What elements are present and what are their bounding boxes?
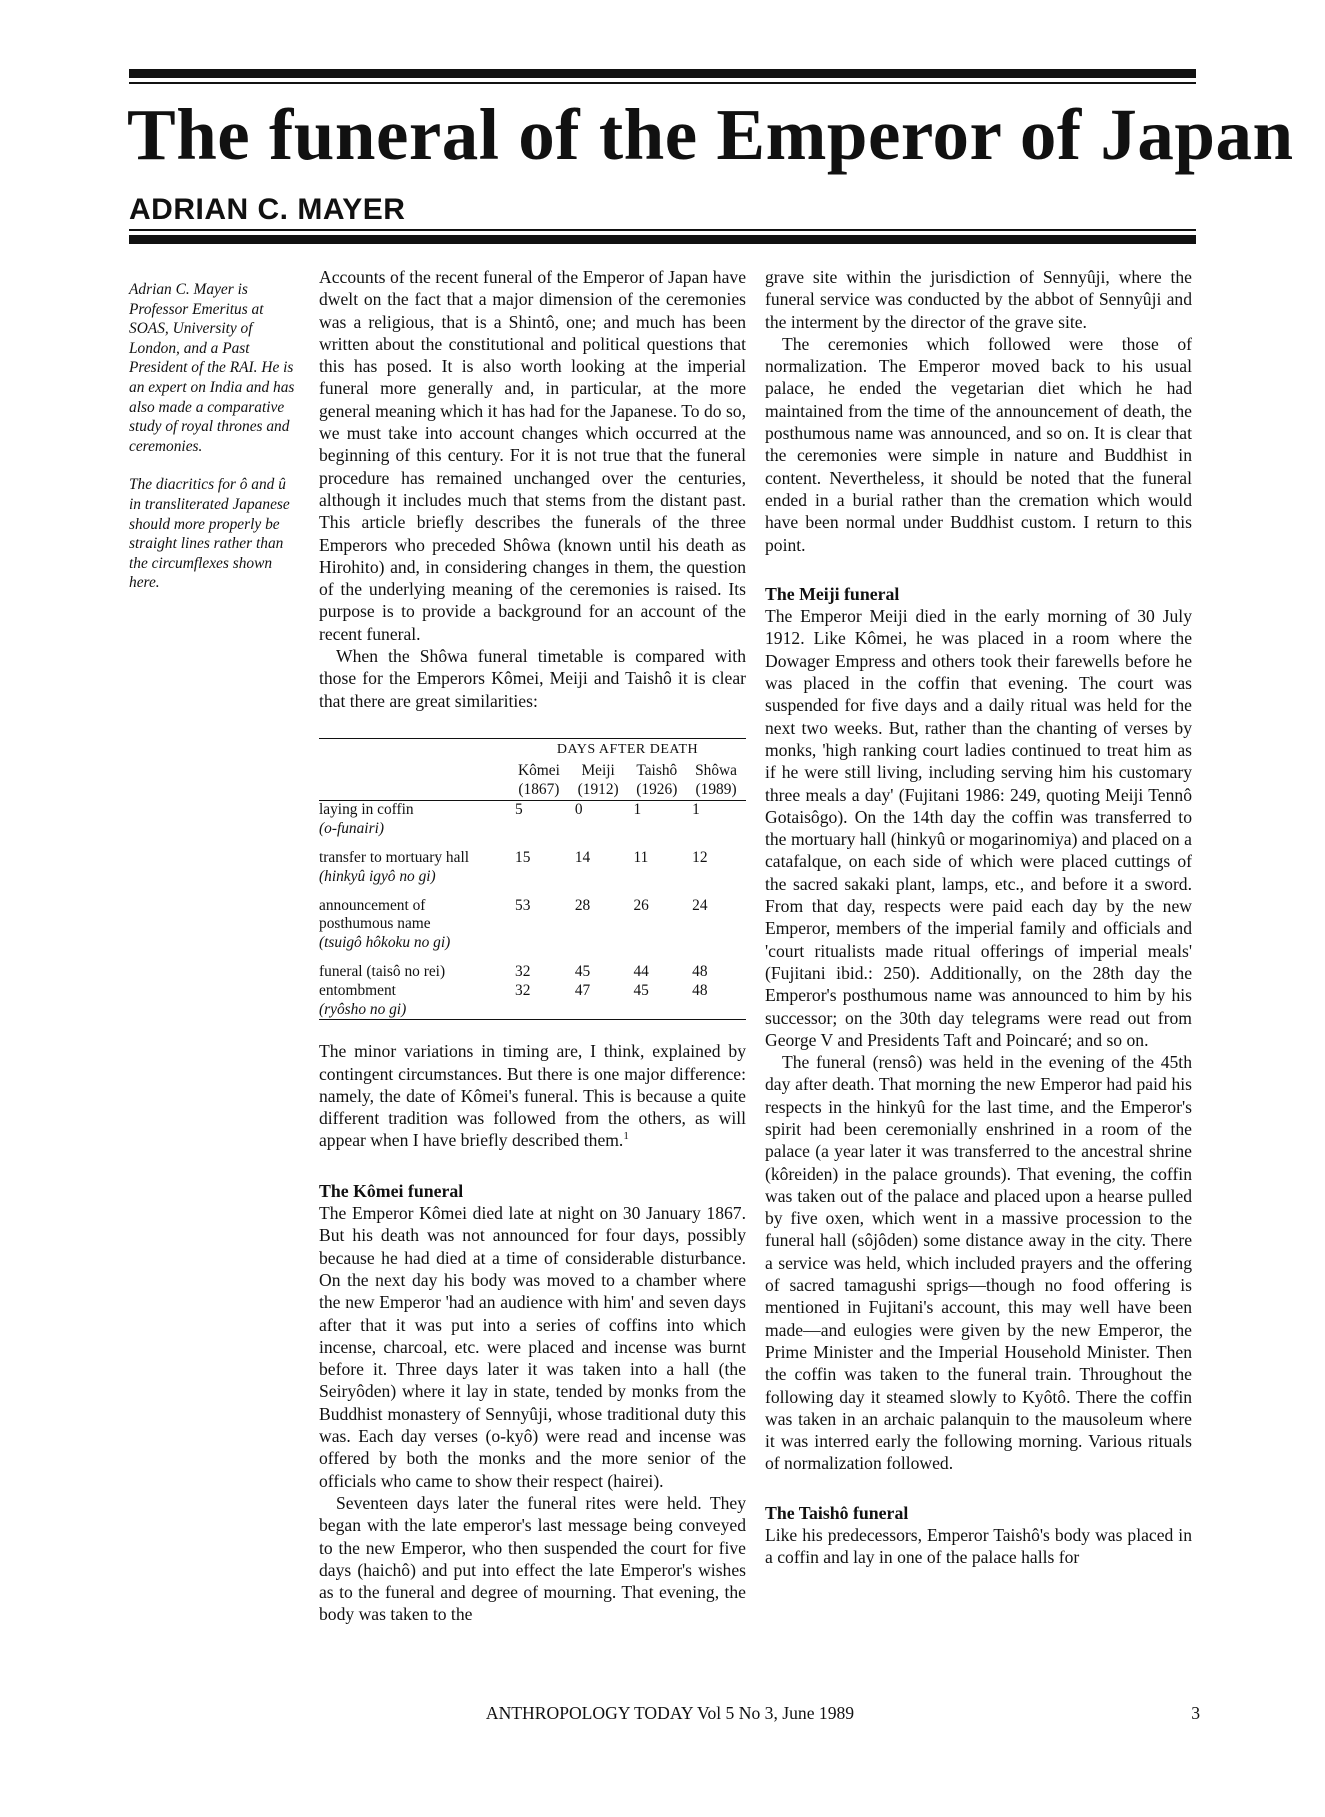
table-cell: 5 [515,801,523,819]
table-cell: 45 [574,962,591,980]
paragraph: Seventeen days later the funeral rites were held. They began with the late emperor's last message being conveyed to the new Emperor, who then suspended the court for five days (haichô) and put into effect the late Emperor's wishes as to the funeral and degree of mourning. That evening, the body was taken to the [319,1492,746,1625]
row-sublabel: (hinkyû igyô no gi) [319,867,436,885]
table-column-header: Meiji [581,761,615,779]
table-year-header: (1912) [569,781,628,801]
row-sublabel: (o-funairi) [319,820,384,838]
table-row [319,839,746,887]
table-year-header: (1926) [627,781,686,801]
article-title: The funeral of the Emperor of Japan [127,94,1294,175]
paragraph: The Emperor Meiji died in the early morning of 30 July 1912. Like Kômei, he was placed in a room where the Dowager Empress and others took their farewells before he was placed in the coffin that evening. The court was suspended for five days and a daily ritual was held for the next two weeks. But, rather than the chanting of verses by monks, 'high ranking court ladies continued to treat him as if he were still living, including serving him his customary three meals a day' (Fujitani 1986: 249, quoting Meiji Tennô Gotaisôgo). On the 14th day the coffin was transferred to the mortuary hall (hinkyû or mogarinomiya) and placed on a catafalque, on each side of which were placed cuttings of the sacred sakaki plant, lamps, etc., and before it a sword. From that day, respects were paid each day by the new Emperor, members of the imperial family and officials and 'court ritualists made ritual offerings of imperial meals' (Fujitani ibid.: 250). Additionally, on the 28th day the Emperor's posthumous name was announced to him by his successor; on the 30th day telegrams were read out from George V and Presidents Taft and Poincaré; and so on. [765,606,1192,1050]
paragraph: grave site within the jurisdiction of Sennyûji, where the funeral service was conducted by the abbot of Sennyûji and the interment by the director of the grave site. [765,267,1192,332]
column-middle [319,266,746,1626]
table-cell: 44 [633,962,649,980]
row-label: transfer to mortuary hall [319,848,470,866]
top-rule-thin [129,82,1196,84]
table-cell: 53 [515,896,531,914]
diacritics-note: The diacritics for ô and û in transliterated Japanese should more properly be straight lines rather than the circumflexes shown here. [129,476,290,592]
paragraph: The Emperor Kômei died late at night on 30 January 1867. But his death was not announced for four days, possibly because he had died at a time of considerable disturbance. On the next day his body was moved to a chamber where the new Emperor 'had an audience with him' and seven days after that it was put into a series of coffins into which incense, charcoal, etc. were placed and incense was burnt before it. Three days later it was taken into a hall (the Seiryôden) where it lay in state, tended by monks from the Buddhist monastery of Sennyûji, whose traditional duty this was. Each day verses (o-kyô) were read and incense was offered by both the monks and the more senior of the officials who came to show their respect (hairei). [319,1203,746,1491]
paragraph: Like his predecessors, Emperor Taishô's body was placed in a coffin and lay in one of the palace halls for [765,1525,1192,1568]
journal-citation: ANTHROPOLOGY TODAY Vol 5 No 3, June 1989 [485,1703,855,1723]
column-right [765,266,1192,1569]
table-year-header: (1989) [686,781,746,801]
table-cell: 15 [515,848,531,866]
row-label: laying in coffin [319,801,414,819]
paragraph-text: The minor variations in timing are, I think, explained by contingent circumstances. But there is one major difference: namely, the date of Kômei's funeral. This is because a quite different tradition was followed from the others, as will appear when I have briefly described them. [319,1041,746,1151]
paragraph: The ceremonies which followed were those of normalization. The Emperor moved back to his usual palace, he ended the vegetarian diet which he had maintained from the time of the announcement of death, the posthumous name was announced, and so on. It is clear that the ceremonies were simple in nature and Buddhist in content. Nevertheless, it should be noted that the funeral ended in a burial rather than the cremation which would have been normal under Buddhist custom. I return to this point. [765,333,1192,555]
row-label: entombment [319,981,396,999]
page-number: 3 [1191,1703,1200,1723]
author-bio: Adrian C. Mayer is Professor Emeritus at SOAS, University of London, and a Past President of the RAI. He is an expert on India and has also made a comparative study of royal thrones and ceremonies. [129,281,295,455]
table-year-header: (1867) [509,781,569,801]
table-cell: 32 [515,962,531,980]
table-cell: 28 [574,896,591,914]
table-cell: 32 [509,982,569,1020]
table-row [319,953,746,982]
table-cell: 24 [692,896,708,914]
section-heading-meiji: The Meiji funeral [765,583,900,604]
paragraph: Accounts of the recent funeral of the Emperor of Japan have dwelt on the fact that a major dimension of the ceremonies was a religious, that is a Shintô, one; and much has been written about the constitutional and political questions that this has posed. It is also worth looking at the imperial funeral more generally and, in particular, at the more general meaning which it has had for the Japanese. To do so, we must take into account changes which occurred at the beginning of this century. For it is not true that the funeral procedure has remained unchanged over the centuries, although it includes much that stems from the distant past. This article briefly describes the funerals of the three Emperors who preceded Shôwa (known until his death as Hirohito) and, in considering changes in them, the question of the underlying meaning of the ceremonies is raised. Its purpose is to provide a background for an account of the recent funeral. [319,267,746,644]
row-sublabel: (ryôsho no gi) [319,1000,407,1018]
table-cell: 48 [686,982,746,1020]
table-cell: 11 [633,848,649,866]
table-cell: 12 [692,848,708,866]
table-cell: 48 [692,962,708,980]
table-cell: 47 [569,982,628,1020]
row-label-2: posthumous name [319,915,431,933]
timetable-table [319,741,746,1020]
funeral-timetable [319,738,746,1020]
header-rule-thick [129,235,1196,244]
top-rule-thick [129,69,1196,78]
table-cell: 26 [633,896,649,914]
author-name: ADRIAN C. MAYER [129,193,406,226]
table-rule [319,738,746,739]
section-heading-taisho: The Taishô funeral [765,1502,909,1523]
section-heading-komei: The Kômei funeral [319,1180,464,1201]
header-rule-thin [129,229,1196,231]
row-label: announcement of [319,896,426,914]
row-label: funeral (taisô no rei) [319,962,446,980]
table-cell: 0 [574,801,583,819]
table-column-header: Shôwa [695,761,738,779]
table-group-header: DAYS AFTER DEATH [556,741,699,757]
table-cell: 14 [574,848,591,866]
table-column-header: Taishô [636,761,678,779]
paragraph: The funeral (rensô) was held in the evening of the 45th day after death. That morning the new Emperor had paid his respects in the hinkyû for the last time, and the Emperor's spirit had been ceremonially enshrined in a room of the palace (a year later it was transferred to the ancestral shrine (kôreiden) in the palace grounds). That evening, the coffin was taken out of the palace and placed upon a hearse pulled by five oxen, which went in a massive procession to the funeral hall (sôjôden) some distance away in the city. There a service was held, which included prayers and the offering of sacred tamagushi sprigs—though no food offering is mentioned in Fujitani's account, this may well have been made—and eulogies were given by the new Emperor, the Prime Minister and the Imperial Household Minister. Then the coffin was taken to the funeral train. Throughout the following day it steamed slowly to Kyôtô. There the coffin was taken in an archaic palanquin to the mausoleum where it was interred early the following morning. Various rituals of normalization followed. [765,1052,1192,1474]
paragraph: When the Shôwa funeral timetable is compared with those for the Emperors Kômei, Meiji and Taishô it is clear that there are great similarities: [319,646,746,711]
table-row [319,982,746,1020]
table-cell: 1 [692,801,700,819]
table-cell: 45 [627,982,686,1020]
table-cell: 1 [633,801,642,819]
footnote-marker: 1 [623,1130,629,1143]
paragraph [319,1040,746,1151]
table-column-header: Kômei [517,761,560,779]
row-sublabel: (tsuigô hôkoku no gi) [319,934,451,952]
author-sidebar [129,280,301,612]
table-row [319,801,746,839]
table-row [319,887,746,953]
